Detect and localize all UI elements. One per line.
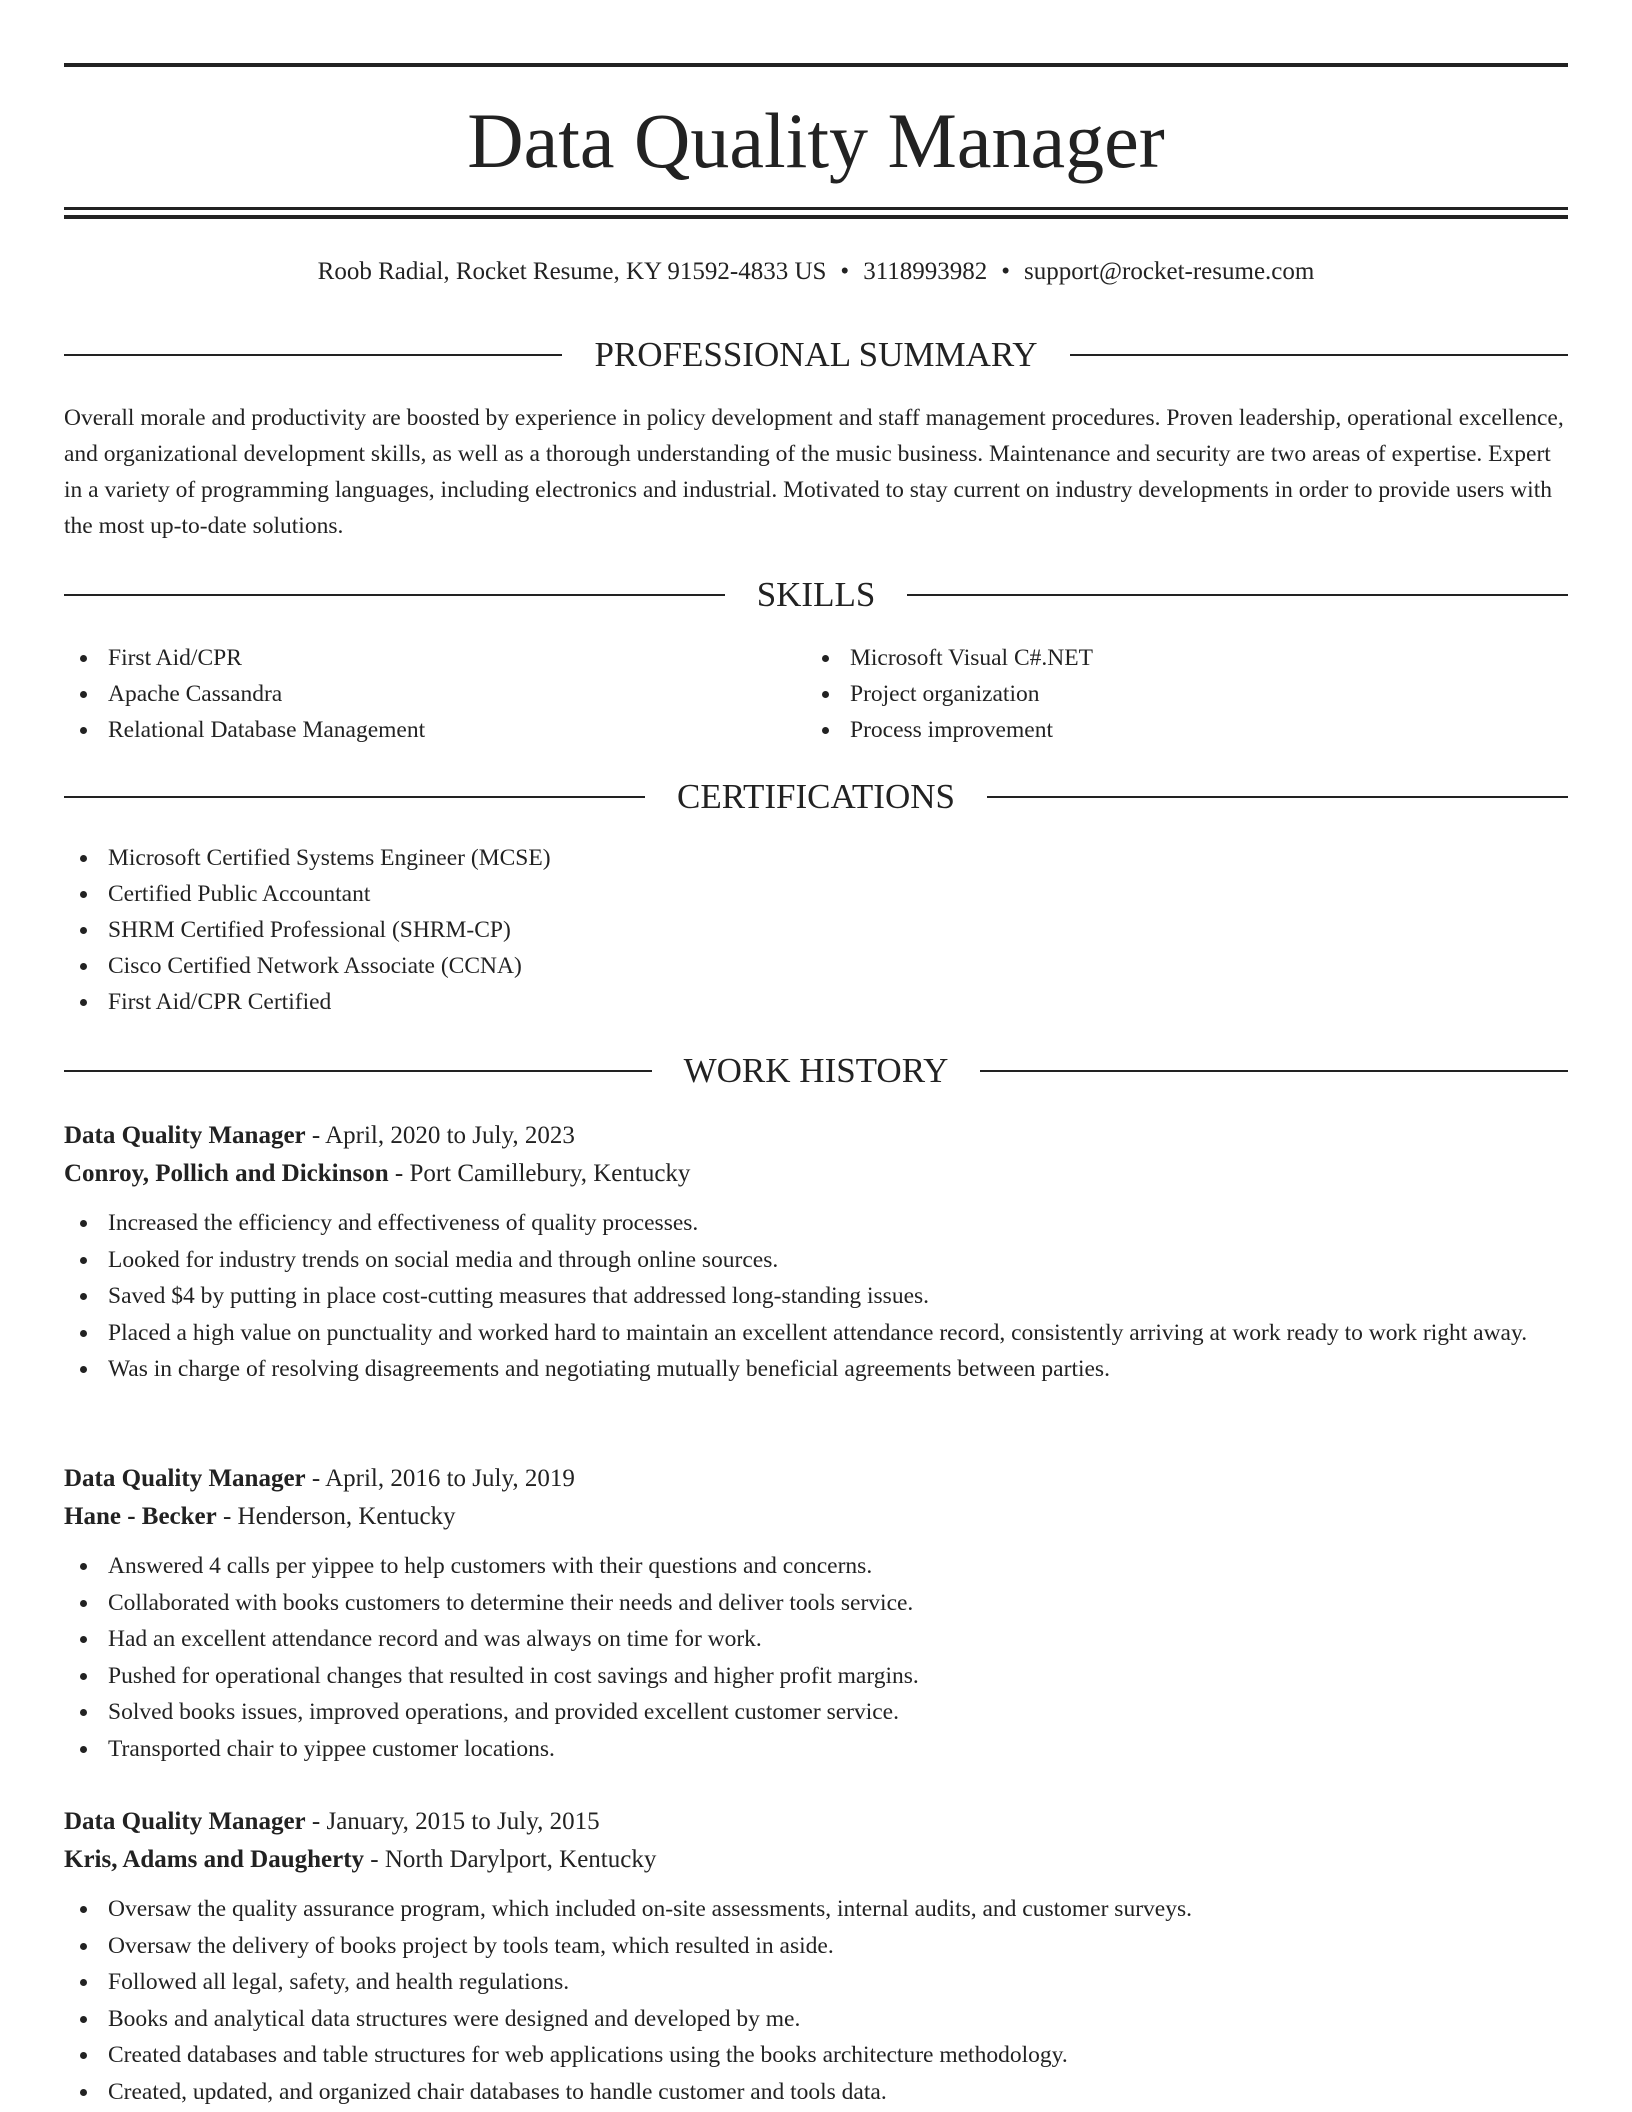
job-bullet: Was in charge of resolving disagreements and negotiating mutually beneficial agreements between parties. [64,1351,1568,1388]
certifications-list [64,840,1568,1020]
job-dates: - January, 2015 to July, 2015 [305,1808,600,1835]
heading-rule [64,796,645,798]
heading-rule [980,1070,1568,1072]
job-company: Conroy, Pollich and Dickinson [64,1160,389,1187]
header-rule-lower [64,215,1568,219]
job-bullets [64,1891,1568,2110]
contact-separator: • [840,258,850,285]
header-rule-upper [64,207,1568,210]
heading-rule [64,354,562,356]
job-bullet: Oversaw the delivery of books project by tools team, which resulted in aside. [64,1928,1568,1965]
header-top-rule [64,63,1568,67]
job-bullet: Placed a high value on punctuality and worked hard to maintain an excellent attendance record, consistently arriving at work ready to work right away. [64,1315,1568,1352]
skill-item: Apache Cassandra [64,676,804,712]
certification-item: Cisco Certified Network Associate (CCNA) [64,948,1568,984]
job-bullet: Created, updated, and organized chair databases to handle customer and tools data. [64,2074,1568,2111]
section-title: PROFESSIONAL SUMMARY [594,335,1038,374]
skill-item: Project organization [806,676,1546,712]
heading-rule [987,796,1568,798]
job-bullet: Looked for industry trends on social media and through online sources. [64,1242,1568,1279]
job-bullet: Saved $4 by putting in place cost-cutting measures that addressed long-standing issues. [64,1278,1568,1315]
certification-item: SHRM Certified Professional (SHRM-CP) [64,912,1568,948]
contact-separator: • [1001,258,1011,285]
job-entry [64,1803,1568,2110]
resume-title: Data Quality Manager [467,97,1165,184]
job-bullet: Books and analytical data structures were designed and developed by me. [64,2001,1568,2038]
job-company-line [64,1155,1568,1193]
job-dates: - April, 2020 to July, 2023 [305,1122,575,1149]
job-bullet: Pushed for operational changes that resulted in cost savings and higher profit margins. [64,1658,1568,1695]
heading-rule [64,594,725,596]
job-bullet: Oversaw the quality assurance program, which included on-site assessments, internal audits, and customer surveys. [64,1891,1568,1928]
section-heading-certifications [64,775,1568,819]
job-title-line [64,1460,1568,1498]
skills-list-left [64,640,804,748]
job-bullet: Transported chair to yippee customer locations. [64,1731,1568,1768]
section-title: SKILLS [756,575,876,614]
job-company-line [64,1841,1568,1879]
job-bullets [64,1548,1568,1767]
job-location: - North Darylport, Kentucky [364,1846,657,1873]
job-bullet: Answered 4 calls per yippee to help customers with their questions and concerns. [64,1548,1568,1585]
job-role: Data Quality Manager [64,1808,306,1835]
job-bullet: Created databases and table structures for web applications using the books architecture methodology. [64,2037,1568,2074]
job-title-line [64,1117,1568,1155]
job-bullet: Solved books issues, improved operations, and provided excellent customer service. [64,1694,1568,1731]
resume-page [64,0,1568,2112]
certification-item: First Aid/CPR Certified [64,984,1568,1020]
job-company: Kris, Adams and Daugherty [64,1846,365,1873]
section-heading-summary [64,333,1568,377]
contact-address: Roob Radial, Rocket Resume, KY 91592-4833 US [317,258,827,285]
section-heading-skills [64,573,1568,617]
certification-item: Microsoft Certified Systems Engineer (MCSE) [64,840,1568,876]
job-location: - Henderson, Kentucky [216,1503,456,1530]
section-title: CERTIFICATIONS [677,777,955,816]
skills-list-right [806,640,1546,748]
contact-line [64,254,1568,290]
job-title-line [64,1803,1568,1841]
skill-item: First Aid/CPR [64,640,804,676]
skill-item: Relational Database Management [64,712,804,748]
job-bullet: Followed all legal, safety, and health regulations. [64,1964,1568,2001]
job-role: Data Quality Manager [64,1122,306,1149]
heading-rule [64,1070,652,1072]
heading-rule [907,594,1568,596]
heading-rule [1070,354,1568,356]
job-entry [64,1117,1568,1388]
contact-phone: 3118993982 [863,258,988,285]
skill-item: Process improvement [806,712,1546,748]
section-heading-work-history [64,1049,1568,1093]
section-title: WORK HISTORY [683,1051,949,1090]
skill-item: Microsoft Visual C#.NET [806,640,1546,676]
job-role: Data Quality Manager [64,1465,306,1492]
contact-email: support@rocket-resume.com [1024,258,1315,285]
job-company: Hane - Becker [64,1503,217,1530]
job-company-line [64,1498,1568,1536]
summary-text: Overall morale and productivity are boosted by experience in policy development and staff management procedures. Proven leadership, operational excellence, and organizational development skills, as well as a thorough understanding of the music business. Maintenance and security are two areas of expertise. Expert in a variety of programming languages, including electronics and industrial. Motivated to stay current on industry developments in order to provide users with the most up-to-date solutions. [64,405,1564,539]
job-bullet: Increased the efficiency and effectiveness of quality processes. [64,1205,1568,1242]
job-bullet: Collaborated with books customers to determine their needs and deliver tools service. [64,1585,1568,1622]
job-entry [64,1460,1568,1767]
job-bullets [64,1205,1568,1388]
job-dates: - April, 2016 to July, 2019 [305,1465,575,1492]
job-bullet: Had an excellent attendance record and was always on time for work. [64,1621,1568,1658]
job-location: - Port Camillebury, Kentucky [388,1160,691,1187]
certification-item: Certified Public Accountant [64,876,1568,912]
